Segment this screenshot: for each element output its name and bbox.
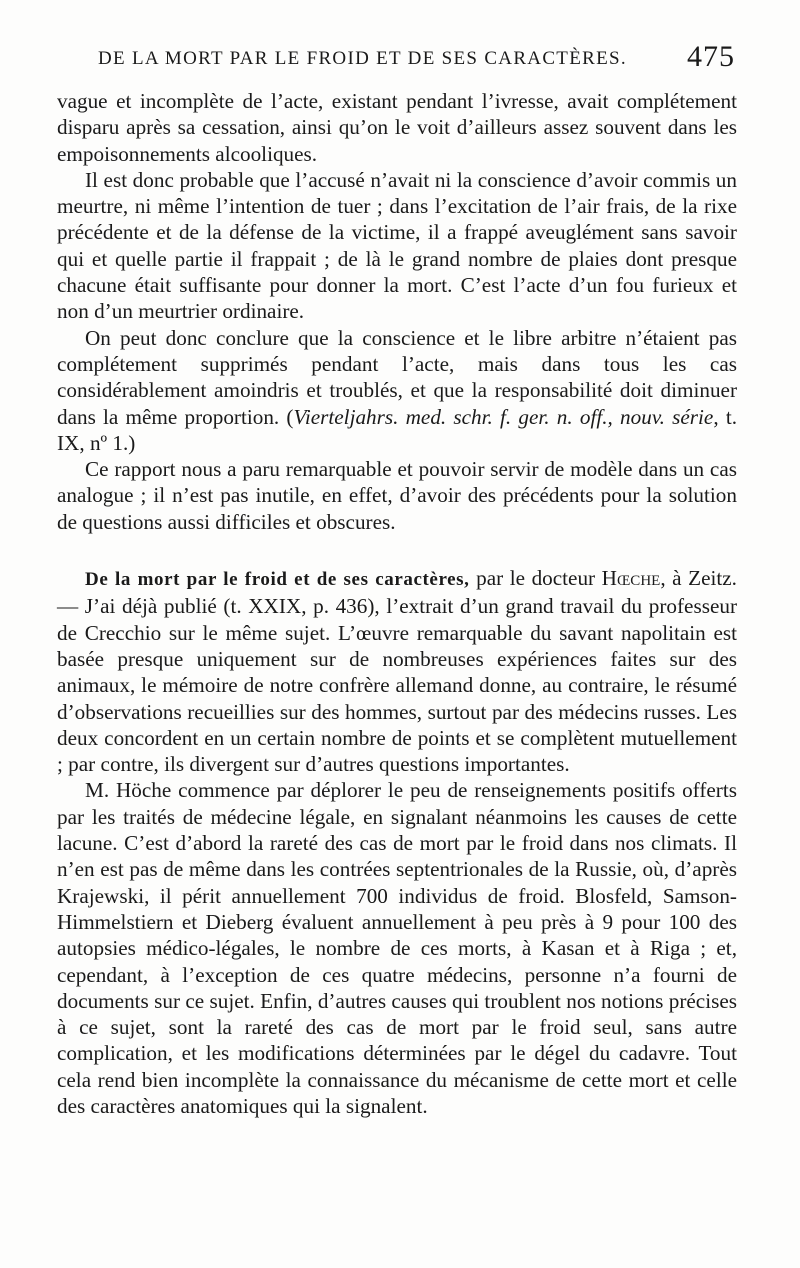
running-title: DE LA MORT PAR LE FROID ET DE SES CARACTÈRES. (98, 48, 627, 69)
paragraph-1: vague et incomplète de l’acte, existant pendant l’ivresse, avait complétement disparu après sa cessation, ainsi qu’on le voit d’ailleurs assez souvent dans les empoisonnements alcooliques. (57, 89, 737, 166)
journal-citation: Vierteljahrs. med. schr. f. ger. n. off., nouv. série (293, 404, 714, 429)
paragraph-3-text: On peut donc conclure que la conscience et le libre arbitre n’étaient pas complétement supprimés pendant l’acte, mais dans tous les cas considérablement amoindris et troublés, et que la responsabilité doit diminuer dans la même proportion. ( (57, 325, 737, 429)
paragraph-5-text: , à Zeitz. — J’ai déjà publié (t. XXIX, p. 436), l’extrait d’un grand travail du professeur de Crecchio sur le même sujet. L’œuvre remarquable du savant napolitain est basée presque uniquement sur de nombreuses expériences faites sur des animaux, le mémoire de notre confrère allemand donne, au contraire, le résumé d’observations recueillies sur des hommes, surtout par des médecins russes. Les deux concordent en un certain nombre de points et se complètent mutuellement ; par contre, ils divergent sur d’autres questions importantes. (57, 566, 737, 777)
page-number: 475 (687, 40, 735, 73)
paragraph-2: Il est donc probable que l’accusé n’avait ni la conscience d’avoir commis un meurtre, ni même l’intention de tuer ; dans l’excitation de l’air frais, de la rixe précédente et de la défense de la victime, il a frappé aveuglément sans savoir qui et quelle partie il frappait ; de là le grand nombre de plaies dont presque chacune était suffisante pour donner la mort. C’est l’acte d’un fou furieux et non d’un meurtrier ordinaire. (57, 167, 737, 324)
paragraph-4: Ce rapport nous a paru remarquable et pouvoir servir de modèle dans un cas analogue ; il n’est pas inutile, en effet, d’avoir des précédents pour la solution de questions aussi difficiles et obscures. (57, 457, 737, 534)
article-byline: par le docteur (469, 566, 602, 591)
paragraph-6: M. Höche commence par déplorer le peu de renseignements positifs offerts par les traités de médecine légale, en signalant néanmoins les causes de cette lacune. C’est d’abord la rareté des cas de mort par le froid dans nos climats. Il n’en est pas de même dans les contrées septentrionales de la Russie, où, d’après Krajewski, il périt annuellement 700 individus de froid. Blosfeld, Samson-Himmelstiern et Dieberg évaluent annuellement à peu près à 9 pour 100 des autopsies médico-légales, le nombre de ces morts, à Kasan et à Riga ; et, cependant, à l’exception de ces quatre médecins, personne n’a fourni de documents sur ce sujet. Enfin, d’autres causes qui troublent nos notions précises à ce sujet, sont la rareté des cas de mort par le froid seul, sans autre complication, et les modifications déterminées par le dégel du cadavre. Tout cela rend bien incomplète la connaissance du mécanisme de cette mort et celle des caractères anatomiques qui la signalent. (57, 778, 737, 1118)
running-header (55, 42, 735, 78)
citation-volume: , t. IX, nº 1.) (57, 404, 738, 455)
body-text (57, 88, 737, 1119)
section-gap (57, 535, 737, 565)
article-title: De la mort par le froid et de ses caractères, (85, 569, 470, 591)
paragraph-3 (57, 325, 737, 456)
paragraph-5 (57, 565, 737, 777)
article-author: Hœche (601, 566, 661, 591)
